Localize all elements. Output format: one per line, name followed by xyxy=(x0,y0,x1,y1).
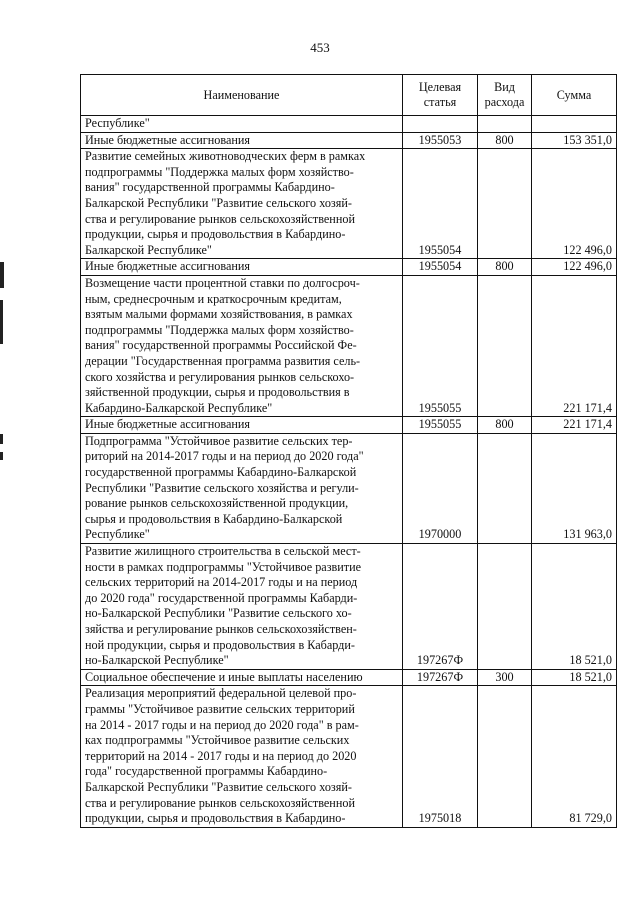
table-row xyxy=(81,544,617,670)
table-row xyxy=(81,149,617,259)
row-code: 1955054 xyxy=(403,149,478,259)
table-row xyxy=(81,417,617,434)
row-type xyxy=(478,544,532,670)
row-name: Социальное обеспечение и иные выплаты населению xyxy=(81,669,403,686)
table-row xyxy=(81,686,617,827)
row-type: 300 xyxy=(478,669,532,686)
row-sum: 131 963,0 xyxy=(532,433,617,543)
page-number: 453 xyxy=(310,40,330,55)
row-type xyxy=(478,686,532,827)
header-type: Вид расхода xyxy=(478,75,532,116)
row-sum: 122 496,0 xyxy=(532,259,617,276)
header-code: Целевая статья xyxy=(403,75,478,116)
scan-artifact xyxy=(0,300,3,344)
row-sum: 153 351,0 xyxy=(532,132,617,149)
row-code: 197267Ф xyxy=(403,544,478,670)
table-row xyxy=(81,259,617,276)
row-sum: 18 521,0 xyxy=(532,669,617,686)
row-name: Возмещение части процентной ставки по долгосроч- ным, среднесрочным и краткосрочным кредитам, взятым малыми формами хозяйствования, в рамках подпрограммы "Поддержка малых форм хозяйство- вания" государственной программы Российской Фе- дерации "Государственная программа развития сель- ского хозяйства и регулирования рынков сельскохо- зяйственной продукции, сырья и продовольствия в Кабардино-Балкарской Республике" xyxy=(81,275,403,416)
row-code xyxy=(403,116,478,133)
row-code: 1975018 xyxy=(403,686,478,827)
header-sum: Сумма xyxy=(532,75,617,116)
row-type: 800 xyxy=(478,132,532,149)
row-type: 800 xyxy=(478,417,532,434)
row-sum: 81 729,0 xyxy=(532,686,617,827)
row-name: Развитие семейных животноводческих ферм в рамках подпрограммы "Поддержка малых форм хозяйство- вания" государственной программы Кабардино- Балкарской Республики "Развитие сельского хозяй- ства и регулирование рынков сельскохозяйственной продукции, сырья и продовольствия в Кабардино- Балкарской Республике" xyxy=(81,149,403,259)
row-type xyxy=(478,433,532,543)
row-name: Развитие жилищного строительства в сельской мест- ности в рамках подпрограммы "Устойчивое развитие сельских территорий на 2014-2017 годы и на период до 2020 года" государственной программы Кабарди- но-Балкарской Республики "Развитие сельского хо- зяйства и регулирование рынков сельскохозяйствен- ной продукции, сырья и продовольствия в Кабарди- но-Балкарской Республике" xyxy=(81,544,403,670)
scan-artifact xyxy=(0,434,3,444)
scan-artifact xyxy=(0,452,3,460)
row-code: 1955055 xyxy=(403,275,478,416)
row-name: Иные бюджетные ассигнования xyxy=(81,417,403,434)
row-code: 197267Ф xyxy=(403,669,478,686)
row-type xyxy=(478,116,532,133)
scan-artifact xyxy=(0,262,4,288)
row-name: Республике" xyxy=(81,116,403,133)
row-name: Реализация мероприятий федеральной целевой про- граммы "Устойчивое развитие сельских территорий на 2014 - 2017 годы и на период до 2020 года" в рам- ках подпрограммы "Устойчивое развитие сельских территорий на 2014 - 2017 годы и на период до 2020 года" государственной программы Кабардино- Балкарской Республики "Развитие сельского хозяй- ства и регулирование рынков сельскохозяйственной продукции, сырья и продовольствия в Кабардино- xyxy=(81,686,403,827)
table-row xyxy=(81,669,617,686)
table-row xyxy=(81,275,617,416)
row-name: Иные бюджетные ассигнования xyxy=(81,132,403,149)
table-row xyxy=(81,132,617,149)
row-sum: 221 171,4 xyxy=(532,275,617,416)
row-sum xyxy=(532,116,617,133)
row-type xyxy=(478,275,532,416)
header-name: Наименование xyxy=(81,75,403,116)
row-type: 800 xyxy=(478,259,532,276)
row-type xyxy=(478,149,532,259)
row-code: 1955053 xyxy=(403,132,478,149)
row-sum: 122 496,0 xyxy=(532,149,617,259)
table-row xyxy=(81,116,617,133)
row-code: 1955054 xyxy=(403,259,478,276)
row-name: Иные бюджетные ассигнования xyxy=(81,259,403,276)
row-sum: 18 521,0 xyxy=(532,544,617,670)
budget-table xyxy=(80,74,617,828)
table-header-row xyxy=(81,75,617,116)
row-code: 1955055 xyxy=(403,417,478,434)
table-row xyxy=(81,433,617,543)
row-sum: 221 171,4 xyxy=(532,417,617,434)
row-code: 1970000 xyxy=(403,433,478,543)
row-name: Подпрограмма "Устойчивое развитие сельских тер- риторий на 2014-2017 годы и на период до 2020 года" государственной программы Кабардино-Балкарской Республики "Развитие сельского хозяйства и регули- рование рынков сельскохозяйственной продукции, сырья и продовольствия в Кабардино-Балкарской Республике" xyxy=(81,433,403,543)
